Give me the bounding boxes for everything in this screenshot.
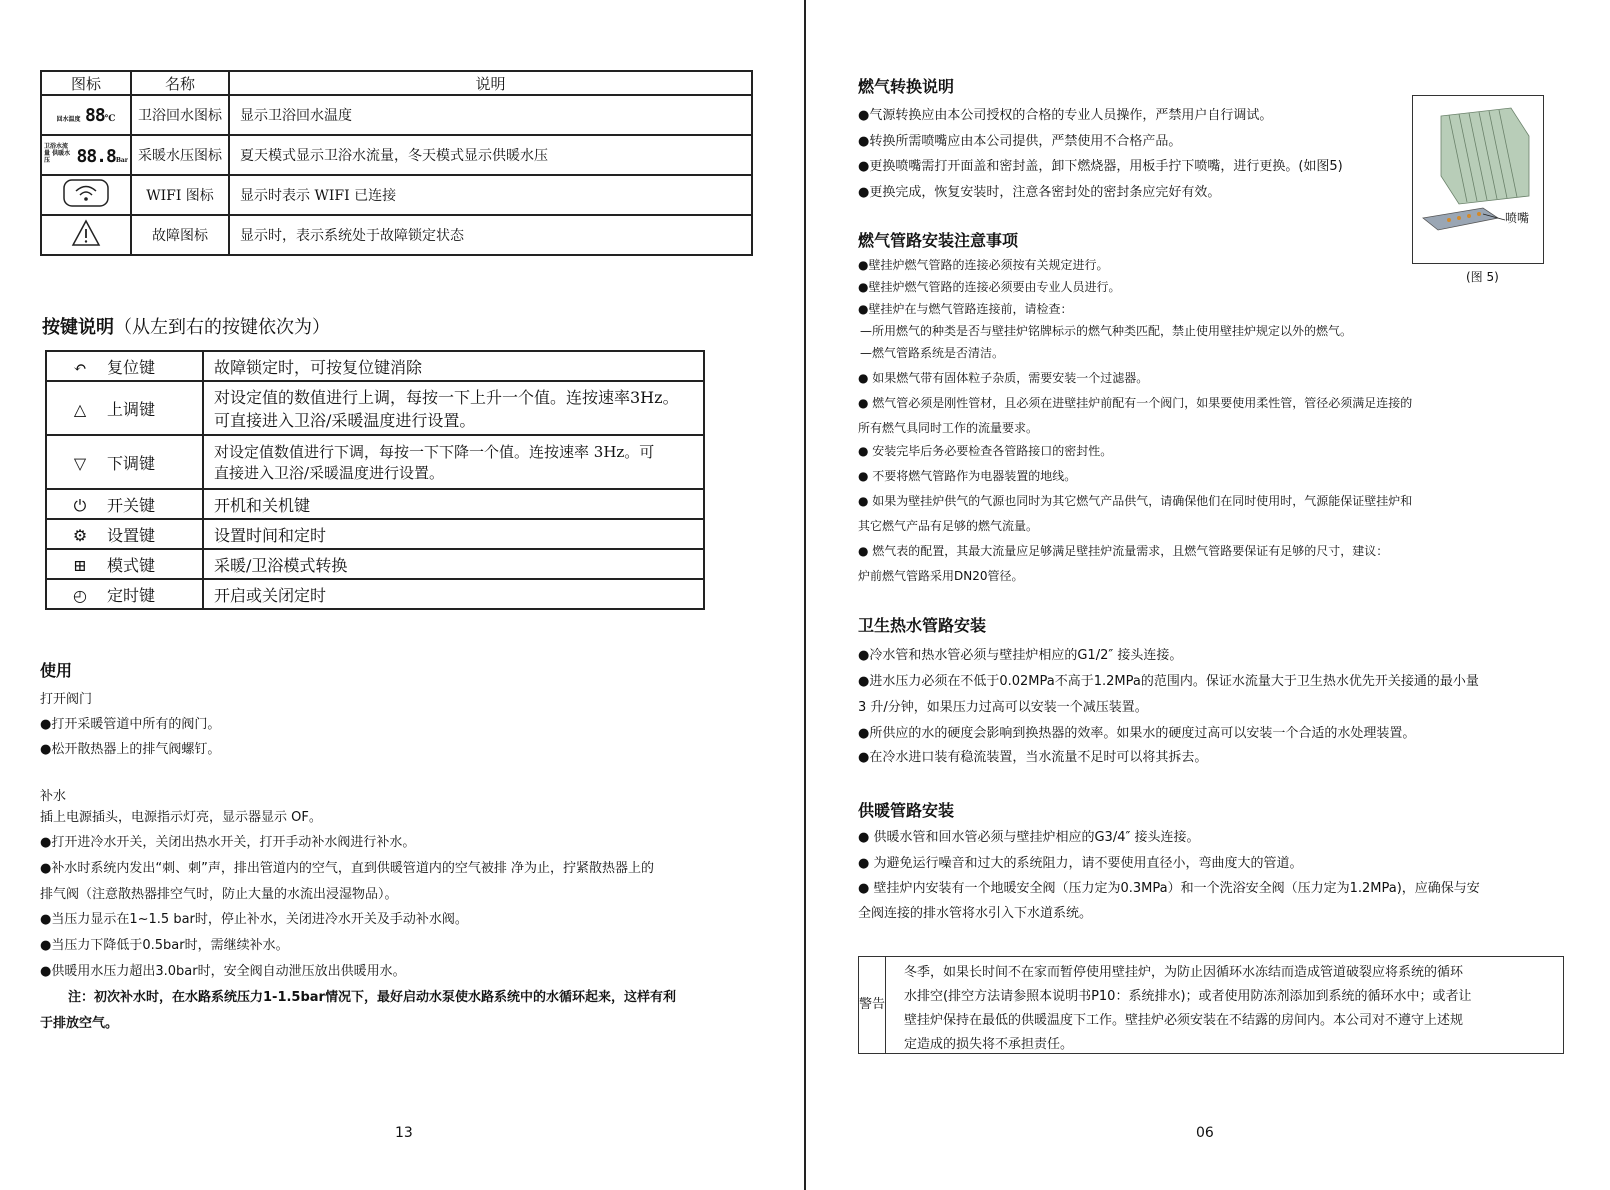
- warning-line: 定造成的损失将不承担责任。: [904, 1037, 1074, 1052]
- display-icon-cell: [41, 135, 131, 175]
- gas-pipe-item: 炉前燃气管路采用DN20管径。: [858, 569, 1024, 583]
- warning-text: [904, 961, 1554, 1057]
- gas-pipe-title: 燃气管路安装注意事项: [858, 231, 1019, 250]
- key-name: 设置键: [107, 525, 156, 545]
- gas-pipe-item: ● 不要将燃气管路作为电器装置的地线。: [858, 469, 1077, 483]
- refill-line: ●打开进冷水开关，关闭出热水开关，打开手动补水阀进行补水。: [40, 835, 416, 850]
- power-icon: ⏻: [73, 495, 87, 515]
- heating-item: 全阀连接的排水管将水引入下水道系统。: [858, 906, 1093, 921]
- keys-title: 按键说明: [42, 317, 114, 338]
- lcd-unit: ℃: [104, 113, 116, 124]
- key-cell: [46, 351, 203, 381]
- warning-label: 警告: [859, 957, 886, 1053]
- icon-desc: 显示时，表示系统处于故障锁定状态: [229, 215, 752, 255]
- warning-line: 冬季，如果长时间不在家而暂停使用壁挂炉，为防止因循环水冻结而造成管道破裂应将系统的循环: [904, 965, 1464, 980]
- key-name: 定时键: [107, 585, 156, 605]
- keys-subtitle: （从左到右的按键依次为）: [114, 317, 330, 338]
- key-cell: [46, 381, 203, 435]
- key-desc: 开启或关闭定时: [203, 579, 704, 609]
- icon-table: [40, 70, 753, 256]
- key-desc-line: 对设定值的数值进行上调，每按一下上升一个值。连按速率3Hz。: [214, 388, 679, 407]
- hot-water-item: ●在冷水进口装有稳流装置，当水流量不足时可以将其拆去。: [858, 750, 1208, 765]
- gas-pipe-item: ● 如果燃气带有固体粒子杂质，需要安装一个过滤器。: [858, 371, 1149, 385]
- nozzle-label: 喷嘴: [1505, 211, 1530, 225]
- heating-item: ● 供暖水管和回水管必须与壁挂炉相应的G3/4″ 接头连接。: [858, 830, 1200, 845]
- table-row: [41, 135, 752, 175]
- gas-pipe-item: ● 燃气管必须是刚性管材，且必须在进壁挂炉前配有一个阀门，如果要使用柔性管，管径必须满足连接的: [858, 396, 1413, 410]
- gas-pipe-item: —所用燃气的种类是否与壁挂炉铭牌标示的燃气种类匹配，禁止使用壁挂炉规定以外的燃气。: [860, 324, 1353, 338]
- warning-line: 壁挂炉保持在最低的供暖温度下工作。壁挂炉必须安装在不结露的房间内。本公司对不遵守上述规: [904, 1013, 1464, 1028]
- up-triangle-icon: △: [73, 399, 87, 419]
- table-row: [41, 215, 752, 255]
- open-valve-title: 打开阀门: [40, 692, 93, 707]
- lcd-digits: 88.8: [76, 146, 116, 167]
- gas-pipe-item: 其它燃气产品有足够的燃气流量。: [858, 519, 1039, 533]
- icon-name: WIFI 图标: [131, 175, 229, 215]
- table-row: [41, 175, 752, 215]
- key-name: 复位键: [107, 357, 156, 377]
- figure-caption: (图 5): [1466, 270, 1499, 284]
- key-desc-line: 可直接进入卫浴/采暖温度进行设置。: [214, 411, 476, 430]
- key-table: [45, 350, 705, 610]
- heating-item: ● 为避免运行噪音和过大的系统阻力，请不要使用直径小，弯曲度大的管道。: [858, 856, 1303, 871]
- table-row: [46, 519, 704, 549]
- keys-heading: [42, 313, 330, 339]
- reset-arrow-icon: ↶: [73, 357, 87, 377]
- warning-icon-cell: [41, 215, 131, 255]
- open-valve-item: ●松开散热器上的排气阀螺钉。: [40, 742, 221, 757]
- gas-conversion-item: ●更换完成，恢复安装时，注意各密封处的密封条应完好有效。: [858, 185, 1221, 200]
- refill-line: ●补水时系统内发出“刺、刺”声，排出管道内的空气，直到供暖管道内的空气被排 净为止，拧紧散热器上的: [40, 861, 654, 876]
- key-cell: [46, 579, 203, 609]
- icon-name: 故障图标: [131, 215, 229, 255]
- key-desc: 设置时间和定时: [203, 519, 704, 549]
- note-line: 于排放空气。: [40, 1016, 119, 1031]
- lcd-label: 回水温度: [56, 115, 81, 123]
- icon-table-header: 说明: [229, 71, 752, 95]
- gas-conversion-item: ●转换所需喷嘴应由本公司提供，严禁使用不合格产品。: [858, 134, 1182, 149]
- key-name: 下调键: [107, 453, 156, 473]
- key-desc: 开机和关机键: [203, 489, 704, 519]
- refill-line: ●当压力显示在1~1.5 bar时，停止补水，关闭进冷水开关及手动补水阀。: [40, 912, 468, 927]
- nozzle-figure: [1412, 95, 1544, 264]
- table-row: [41, 95, 752, 135]
- key-cell: [46, 489, 203, 519]
- refill-line: ●供暖用水压力超出3.0bar时，安全阀自动泄压放出供暖用水。: [40, 964, 406, 979]
- icon-table-header: 名称: [131, 71, 229, 95]
- key-cell: [46, 435, 203, 489]
- icon-table-header: 图标: [41, 71, 131, 95]
- down-triangle-icon: ▽: [73, 453, 87, 473]
- key-name: 上调键: [107, 399, 156, 419]
- key-cell: [46, 519, 203, 549]
- icon-desc: 显示时表示 WIFI 已连接: [229, 175, 752, 215]
- gas-pipe-item: —燃气管路系统是否清洁。: [860, 346, 1005, 360]
- warning-triangle-icon: [71, 218, 101, 248]
- gas-pipe-item: ●壁挂炉在与燃气管路连接前，请检查：: [858, 302, 1073, 316]
- key-desc: 故障锁定时，可按复位键消除: [203, 351, 704, 381]
- heating-title: 供暖管路安装: [858, 801, 955, 820]
- page-number: 13: [395, 1125, 413, 1141]
- table-row: [46, 351, 704, 381]
- gas-pipe-item: ● 燃气表的配置，其最大流量应足够满足壁挂炉流量需求，且燃气管路要保证有足够的尺寸，建议：: [858, 544, 1389, 558]
- gas-pipe-item: ●壁挂炉燃气管路的连接必须按有关规定进行。: [858, 258, 1109, 272]
- key-name: 开关键: [107, 495, 156, 515]
- gas-pipe-item: ● 安装完毕后务必要检查各管路接口的密封性。: [858, 444, 1113, 458]
- note-line: 注：初次补水时，在水路系统压力1-1.5bar情况下，最好启动水泵使水路系统中的水循环起来，这样有利: [68, 990, 676, 1005]
- gas-conversion-item: ●气源转换应由本公司授权的合格的专业人员操作，严禁用户自行调试。: [858, 108, 1273, 123]
- page-number: 06: [1196, 1125, 1214, 1141]
- display-icon-cell: [41, 95, 131, 135]
- lcd-label: 卫浴水流量 供暖水压: [44, 143, 71, 164]
- table-row: [46, 381, 704, 435]
- table-row: [46, 549, 704, 579]
- gas-pipe-item: 所有燃气具同时工作的流量要求。: [858, 421, 1039, 435]
- icon-name: 采暖水压图标: [131, 135, 229, 175]
- hot-water-item: ●所供应的水的硬度会影响到换热器的效率。如果水的硬度过高可以安装一个合适的水处理装置。: [858, 726, 1416, 741]
- clock-icon: ◴: [73, 585, 87, 605]
- table-row: [46, 435, 704, 489]
- warning-box: [858, 956, 1564, 1054]
- heating-item: ● 壁挂炉内安装有一个地暖安全阀（压力定为0.3MPa）和一个洗浴安全阀（压力定为1.2MPa)，应确保与安: [858, 881, 1480, 896]
- wifi-icon-cell: [41, 175, 131, 215]
- wifi-icon: [62, 178, 110, 208]
- icon-desc: 显示卫浴回水温度: [229, 95, 752, 135]
- table-row: [46, 489, 704, 519]
- gas-conversion-title: 燃气转换说明: [858, 77, 955, 96]
- hot-water-title: 卫生热水管路安装: [858, 616, 987, 635]
- mode-grid-icon: ⊞: [73, 555, 87, 575]
- lcd-unit: Bar: [115, 157, 128, 164]
- gas-conversion-item: ●更换喷嘴需打开面盖和密封盖，卸下燃烧器，用板手拧下喷嘴，进行更换。(如图5): [858, 159, 1343, 174]
- key-desc: [203, 435, 704, 489]
- icon-desc: 夏天模式显示卫浴水流量，冬天模式显示供暖水压: [229, 135, 752, 175]
- key-desc: [203, 381, 704, 435]
- key-cell: [46, 549, 203, 579]
- open-valve-item: ●打开采暖管道中所有的阀门。: [40, 717, 221, 732]
- key-desc-line: 直接进入卫浴/采暖温度进行设置。: [214, 464, 445, 482]
- lcd-digits: 88: [84, 104, 105, 126]
- gas-pipe-item: ●壁挂炉燃气管路的连接必须要由专业人员进行。: [858, 280, 1121, 294]
- key-desc-line: 对设定值数值进行下调，每按一下下降一个值。连按速率 3Hz。可: [214, 443, 655, 461]
- icon-name: 卫浴回水图标: [131, 95, 229, 135]
- gas-pipe-item: ● 如果为壁挂炉供气的气源也同时为其它燃气产品供气，请确保他们在同时使用时，气源能保证壁挂炉和: [858, 494, 1413, 508]
- key-name: 模式键: [107, 555, 156, 575]
- warning-line: 水排空(排空方法请参照本说明书P10：系统排水)；或者使用防冻剂添加到系统的循环水中；或者让: [904, 989, 1472, 1004]
- hot-water-item: ●进水压力必须在不低于0.02MPa不高于1.2MPa的范围内。保证水流量大于卫生热水优先开关接通的最小量: [858, 674, 1479, 689]
- burner-illustration: [1413, 96, 1543, 263]
- key-desc: 采暖/卫浴模式转换: [203, 549, 704, 579]
- hot-water-item: 3 升/分钟，如果压力过高可以安装一个减压装置。: [858, 700, 1148, 715]
- use-title: 使用: [40, 661, 73, 680]
- refill-line: 插上电源插头，电源指示灯亮，显示器显示 OF。: [40, 810, 322, 825]
- refill-title: 补水: [40, 789, 67, 804]
- table-row: [46, 579, 704, 609]
- refill-line: ●当压力下降低于0.5bar时，需继续补水。: [40, 938, 289, 953]
- refill-line: 排气阀（注意散热器排空气时，防止大量的水流出浸湿物品）。: [40, 887, 398, 902]
- gear-icon: ⚙: [72, 525, 88, 545]
- hot-water-item: ●冷水管和热水管必须与壁挂炉相应的G1/2″ 接头连接。: [858, 648, 1183, 663]
